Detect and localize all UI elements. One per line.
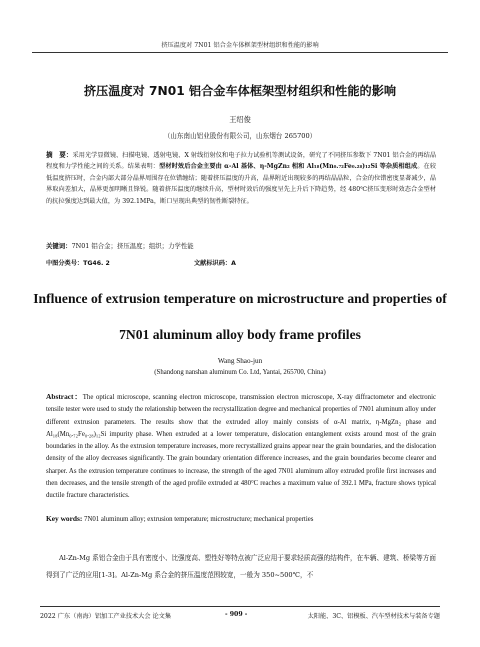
abstract-en xyxy=(46,391,436,503)
affiliation-en: (Shandong nanshan aluminum Co. Ltd, Yantai, 265700, China) xyxy=(154,369,326,376)
abstract-cn-bold: 型材时效后合金主要由 α-Al 基体、η-MgZn₂ 相和 Al₁₈(Mn₀.₇₂Fe₀.₂₈)₁₂Si 等杂质相组成 xyxy=(159,163,418,171)
classification-row xyxy=(46,258,436,267)
paper-title-en-line2: 7N01 aluminum alloy body frame profiles xyxy=(119,327,361,342)
abstract-cn-part1: 采用光学显微镜、扫描电镜、透射电镜、X 射线衍射仪和电子拉力试验机等测试设备，研究了不同挤压参数下 7N01 铝合金的再结晶程度和力学性能之间的关系。结果表明： xyxy=(46,152,437,171)
keywords-cn-label: 关键词： xyxy=(46,242,72,250)
keywords-en xyxy=(46,514,436,523)
keywords-cn-text: 7N01 铝合金；挤压温度；组织；力学性能 xyxy=(71,242,194,250)
clc-number: 中图分类号：TG46. 2 xyxy=(46,260,110,267)
paper-title-cn: 挤压温度对 7N01 铝合金车体框架型材组织和性能的影响 xyxy=(83,84,397,98)
keywords-en-text: 7N01 aluminum alloy; extrusion temperature; microstructure; mechanical properties xyxy=(82,516,314,523)
running-header xyxy=(32,40,448,53)
paper-title-en xyxy=(20,288,460,345)
abstract-en-label: Abstract： xyxy=(46,392,83,401)
page-number: - 909 - xyxy=(225,611,248,618)
abstract-en-text: The optical microscope, scanning electron microscope, transmission electron microscope, X-ray diffractometer and electronic tensile tester were used to study the relationship between the recrystallization degree and mechanical properties of 7N01 aluminum alloy under different extrusion parameters. The results show that the extruded alloy mainly consists of α-Al matrix, η-MgZn₂ phase and Al₁₈(Mn₀.₇₂Fe₀.₂₈)₁₂Si impurity phase. When extruded at a lower temperature, dislocation entanglement exists around most of the grain boundaries in the alloy. As the extrusion temperature increases, more recrystallized grains appear near the grain boundaries, and the dislocation density of the alloy decreases significantly. The grain boundary orientation difference increases, and the grain boundaries become clearer and sharper. As the extrusion temperature continues to increase, the strength of the aged 7N01 aluminum alloy extruded profile first increases and then decreases, and the tensile strength of the aged profile extruded at 480°C reaches a maximum value of 392.1 MPa, fracture shows typical ductile fracture characteristics. xyxy=(46,394,436,500)
body-paragraph: Al-Zn-Mg 系铝合金由于具有密度小、比强度高、塑性好等特点被广泛应用于要求轻质高强的结构件，在车辆、建筑、桥梁等方面得到了广泛的应用[1-3]。Al-Zn-Mg 系合金的挤压温度范围较宽，一般为 350~500℃，不 xyxy=(46,554,436,579)
keywords-cn xyxy=(46,241,436,250)
abstract-cn xyxy=(46,150,436,207)
document-code: 文献标识码：A xyxy=(194,260,236,267)
author-cn: 王绍俊 xyxy=(229,115,251,124)
affiliation-cn: （山东南山铝业股份有限公司，山东烟台 265700） xyxy=(163,132,317,140)
page-footer xyxy=(40,606,440,620)
abstract-cn-label: 摘 要： xyxy=(46,151,73,159)
author-en: Wang Shao-jun xyxy=(217,357,263,365)
abstract-cn-part2: 。在较低温度挤压时，合金内部大部分晶界周围存在位错缠结；随着挤压温度的升高，晶界附近出现较多的再结晶晶粒，合金的位错密度显著减少，晶界取向差加大，晶界更加明晰且锋锐。随着挤压温度的继续升高，型材时效后的强度呈先上升后下降趋势，经 480℃挤压变形时效态合金型材的抗拉强度达到最大值，为 392.1MPa，断口呈现出典型的韧性断裂特征。 xyxy=(46,163,437,205)
paper-title-en-line1: Influence of extrusion temperature on microstructure and properties of xyxy=(33,291,447,306)
running-header-title: 挤压温度对 7N01 铝合金车体框架型材组织和性能的影响 xyxy=(161,42,319,49)
footer-proceedings: 2022 广东（南海）铝加工产业技术大会 论文集 xyxy=(40,613,172,620)
footer-topic: 太阳能、3C、铝模板、汽车型材技术与装备专题 xyxy=(307,613,440,620)
keywords-en-label: Key words: xyxy=(46,514,83,523)
